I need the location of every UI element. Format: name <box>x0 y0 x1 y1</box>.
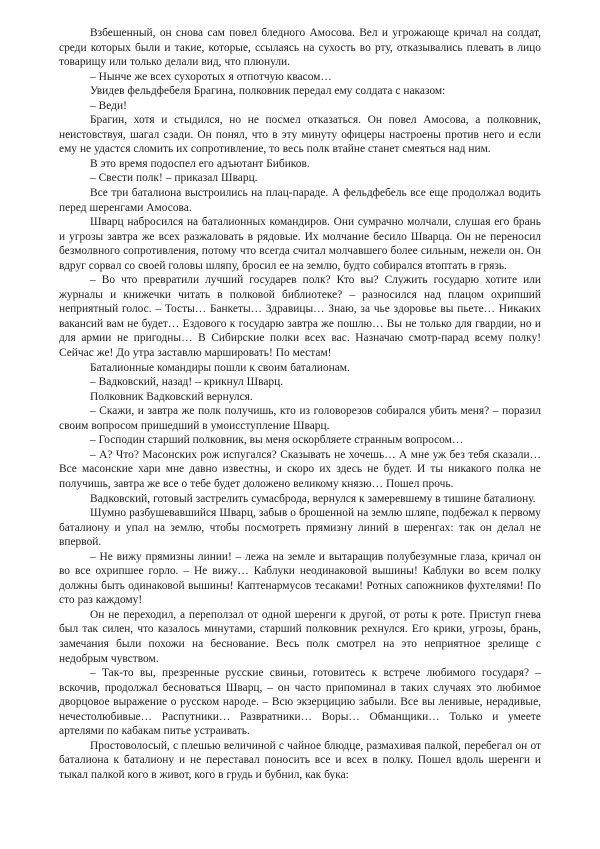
paragraph: Взбешенный, он снова сам повел бледного Амосова. Вел и угрожающе кричал на солдат, среди которых были и такие, которые, ссылаясь на сухость во рту, отказывались плевать в лицо товарищу или только делали вид, что плюнули. <box>59 27 541 69</box>
paragraph: – Во что превратили лучший государев полк? Кто вы? Служить государю хотите или журналы и книжечки читать в полковой библиотеке? – разносился над плацом охрипший неприятный голос. – Тосты… Банкеты… Здравицы… Знаю, за чье здоровье вы пьете… Никаких вакансий вам не будет… Ездового к государю завтра же пошлю… Вы не только для гвардии, но и для армии не пригодны… В Сибирские полки всех вас. Назначаю смотр-парад всему полку! Сейчас же! До утра заставлю маршировать! По местам! <box>59 274 541 360</box>
paragraph: Простоволосый, с плешью величиной с чайное блюдце, размахивая палкой, перебегал он от баталиона к баталиону и не переставал поносить все и всех в полку. Пошел вдоль шеренги и тыкал палкой кого в живот, кого в грудь и бубнил, как бука: <box>59 739 541 781</box>
paragraph: Вадковский, готовый застрелить сумасброда, вернулся к замеревшему в тишине баталиону. <box>90 492 536 505</box>
paragraph: Он не переходил, а переползал от одной шеренги к другой, от роты к роте. Приступ гнева был так силен, что казалось минутами, старший полковник рехнулся. Его крики, угрозы, брань, замечания были похожи на беснование. Весь полк смотрел на это неприятное зрелище с недобрым чувством. <box>59 608 541 665</box>
paragraph: – Господин старший полковник, вы меня оскорбляете странным вопросом… <box>90 434 464 447</box>
paragraph: – Веди! <box>90 99 127 112</box>
paragraph: Шварц набросился на баталионных командиров. Они сумрачно молчали, слушая его брань и угрозы завтра же всех разжаловать в рядовые. Их молчание бесило Шварца. Он не переносил безмолвного сопротивления, потому что всегда считал молчавшего более сильным, нежели он. Он вдруг сорвал со своей головы шляпу, бросил ее на землю, будто собирался втоптать в грязь. <box>59 216 541 272</box>
paragraph: – А? Что? Масонских рож испугался? Сказывать не хочешь… А мне уж без тебя сказали… Все масонские хари мне давно известны, и скоро их здесь не будет. И ты никакого полка не получишь, завтра же все о тебе будет доложено великому князю… Пошел прочь. <box>59 448 541 490</box>
paragraph: – Свести полк! – приказал Шварц. <box>90 172 258 185</box>
paragraph: Полковник Вадковский вернулся. <box>90 390 253 403</box>
paragraph: – Так-то вы, презренные русские свиньи, готовитесь к встрече любимого государя? – вскочив, продолжал бесноваться Шварц, – он часто припоминал в таких случаях это любимое дворцовое выражение о русском народе. – Всю экзерцицию забыли. Все вы ленивые, нерадивые, нечестолюбивые… Распутники… Развратники… Воры… Обманщики… Только и умеете артелями по кабакам питье устраивать. <box>59 667 541 738</box>
paragraph: Брагин, хотя и стыдился, но не посмел отказаться. Он повел Амосова, а полковник, неистовствуя, шагал сзади. Он понял, что в эту минуту офицеры настроены против него и если ему не удастся сломить их сопротивление, то весь полк втайне станет смеяться над ним. <box>59 114 541 156</box>
paragraph: – Не вижу прямизны линии! – лежа на земле и вытаращив полубезумные глаза, кричал он во все охрипшее горло. – Не вижу… Каблуки неодинаковой вышины! Каблуки во всем полку должны быть одинаковой вышины! Каптенармусов тесаками! Ротных сапожников фухтелями! По сто раз каждому! <box>59 550 541 607</box>
paragraph: Увидев фельдфебеля Брагина, полковник передал ему солдата с наказом: <box>90 85 446 98</box>
document-text-body <box>59 26 541 782</box>
paragraph: – Скажи, и завтра же полк получишь, кто из головорезов собирался убить меня? – поразил своим вопросом пришедший в умоисступление Шварц. <box>59 405 541 432</box>
paragraph: – Нынче же всех сухоротых я отпотчую квасом… <box>90 70 332 83</box>
paragraph: – Вадковский, назад! – крикнул Шварц. <box>90 376 284 389</box>
paragraph: Шумно разбушевавшийся Шварц, забыв о брошенной на землю шляпе, подбежал к первому баталиону и упал на землю, чтобы посмотреть прямизну линий в шеренгах: так он делал не впервой. <box>59 507 541 549</box>
paragraph: В это время подоспел его адъютант Бибиков. <box>90 157 310 170</box>
paragraph: Все три баталиона выстроились на плац-параде. А фельдфебель все еще продолжал водить перед шеренгами Амосова. <box>59 187 541 214</box>
paragraph: Баталионные командиры пошли к своим баталионам. <box>90 361 350 374</box>
